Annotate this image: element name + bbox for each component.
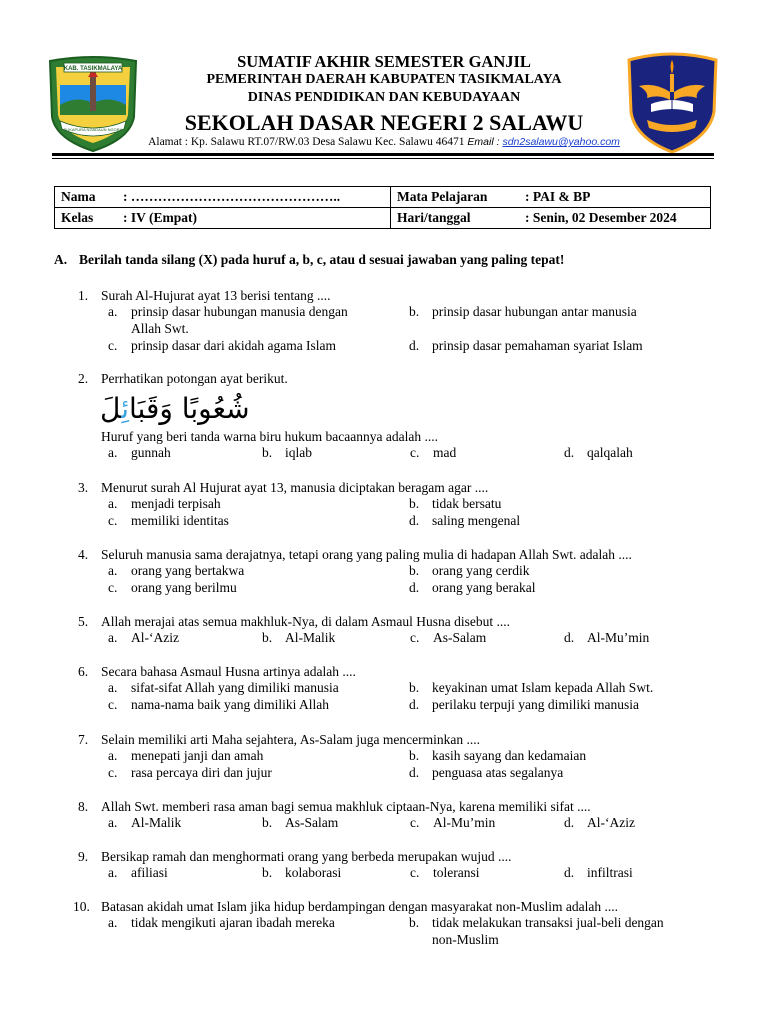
option-letter: a.: [108, 815, 118, 830]
option-text: prinsip dasar dari akidah agama Islam: [131, 338, 337, 353]
option-letter: a.: [108, 563, 118, 578]
name-cell[interactable]: [55, 187, 391, 208]
question-stem-continued: Huruf yang beri tanda warna biru hukum bacaannya adalah ....: [101, 429, 438, 444]
question-stem: Surah Al-Hujurat ayat 13 berisi tentang ....: [101, 288, 331, 303]
option-letter: b.: [409, 496, 420, 511]
option-text: kolaborasi: [285, 865, 342, 880]
question-number: 2.: [78, 371, 89, 386]
option-text: tidak melakukan transaksi jual-beli dengan: [432, 915, 664, 930]
section-instruction-text: Berilah tanda silang (X) pada huruf a, b, c, atau d sesuai jawaban yang paling tepat!: [79, 252, 565, 267]
option-letter: c.: [410, 865, 420, 880]
option-text: mad: [433, 445, 457, 460]
question-number: 8.: [78, 799, 89, 814]
question-stem: Bersikap ramah dan menghormati orang yang berbeda merupakan wujud ....: [101, 849, 512, 864]
option-text: orang yang bertakwa: [131, 563, 245, 578]
option-letter: b.: [409, 748, 420, 763]
class-cell: [55, 208, 391, 229]
question-stem: Allah Swt. memberi rasa aman bagi semua makhluk ciptaan-Nya, karena memiliki sifat ....: [101, 799, 591, 814]
option-text-continued: Allah Swt.: [131, 321, 189, 336]
option-letter: a.: [108, 445, 118, 460]
date-label: Hari/tanggal: [397, 210, 471, 225]
option-text: Al-Malik: [285, 630, 336, 645]
exam-title: SUMATIF AKHIR SEMESTER GANJIL: [237, 52, 531, 71]
option-letter: a.: [108, 304, 118, 319]
option-letter: c.: [410, 815, 420, 830]
section-a-instruction: [54, 252, 564, 268]
question-number: 10.: [73, 899, 90, 914]
date-cell: [391, 208, 711, 229]
option-letter: d.: [564, 865, 575, 880]
option-letter: d.: [409, 765, 420, 780]
email-label: Email :: [467, 136, 503, 148]
option-letter: d.: [409, 513, 420, 528]
option-text: menjadi terpisah: [131, 496, 221, 511]
question-stem: Seluruh manusia sama derajatnya, tetapi orang yang paling mulia di hadapan Allah Swt. adalah ....: [101, 547, 632, 562]
option-text: Al-‘Aziz: [131, 630, 179, 645]
option-letter: a.: [108, 748, 118, 763]
class-label: Kelas: [61, 210, 94, 225]
option-text: Al-‘Aziz: [587, 815, 635, 830]
department-name: DINAS PENDIDIKAN DAN KEBUDAYAAN: [247, 90, 521, 105]
option-letter: d.: [409, 580, 420, 595]
option-letter: c.: [108, 765, 118, 780]
option-text: rasa percaya diri dan jujur: [131, 765, 272, 780]
option-text: As-Salam: [285, 815, 339, 830]
option-text: tidak bersatu: [432, 496, 502, 511]
option-text-continued: non-Muslim: [432, 932, 499, 947]
question-stem: Menurut surah Al Hujurat ayat 13, manusia diciptakan beragam agar ....: [101, 480, 489, 495]
option-text: Al-Malik: [131, 815, 182, 830]
option-letter: a.: [108, 496, 118, 511]
question-number: 5.: [78, 614, 89, 629]
school-address: [0, 136, 768, 148]
option-letter: d.: [564, 815, 575, 830]
svg-text:SUKAPURA NGADAUN NGORA: SUKAPURA NGADAUN NGORA: [63, 127, 123, 132]
option-text: perilaku terpuji yang dimiliki manusia: [432, 697, 639, 712]
option-text: orang yang cerdik: [432, 563, 530, 578]
option-letter: d.: [564, 630, 575, 645]
question-number: 7.: [78, 732, 89, 747]
class-value: : IV (Empat): [123, 210, 197, 225]
option-text: menepati janji dan amah: [131, 748, 264, 763]
header-rule-thick: [52, 153, 714, 156]
option-text: orang yang berakal: [432, 580, 536, 595]
option-text: prinsip dasar hubungan antar manusia: [432, 304, 637, 319]
option-text: penguasa atas segalanya: [432, 765, 564, 780]
name-label: Nama: [61, 189, 96, 204]
option-letter: a.: [108, 915, 118, 930]
section-letter: A.: [54, 252, 68, 267]
option-text: iqlab: [285, 445, 312, 460]
question-number: 6.: [78, 664, 89, 679]
highlighted-letter: ئِ: [121, 392, 130, 425]
school-name: SEKOLAH DASAR NEGERI 2 SALAWU: [184, 110, 584, 135]
option-letter: b.: [409, 680, 420, 695]
question-number: 9.: [78, 849, 89, 864]
subject-label: Mata Pelajaran: [397, 189, 488, 204]
option-letter: b.: [409, 304, 420, 319]
student-identity-table: [54, 186, 711, 229]
option-text: tidak mengikuti ajaran ibadah mereka: [131, 915, 335, 930]
option-letter: d.: [409, 338, 420, 353]
option-letter: c.: [108, 513, 118, 528]
option-letter: b.: [409, 563, 420, 578]
address-text: Alamat : Kp. Salawu RT.07/RW.03 Desa Salawu Kec. Salawu 46471: [148, 136, 468, 148]
option-letter: a.: [108, 865, 118, 880]
question-stem: Perrhatikan potongan ayat berikut.: [101, 371, 288, 386]
option-text: infiltrasi: [587, 865, 633, 880]
option-letter: b.: [262, 815, 273, 830]
option-letter: c.: [108, 338, 118, 353]
svg-text:KAB. TASIKMALAYA: KAB. TASIKMALAYA: [63, 66, 123, 72]
option-letter: b.: [262, 445, 273, 460]
option-text: keyakinan umat Islam kepada Allah Swt.: [432, 680, 654, 695]
option-text: kasih sayang dan kedamaian: [432, 748, 587, 763]
option-letter: c.: [410, 630, 420, 645]
option-letter: b.: [262, 630, 273, 645]
option-letter: c.: [108, 580, 118, 595]
government-name: PEMERINTAH DAERAH KABUPATEN TASIKMALAYA: [206, 72, 562, 87]
subject-value: : PAI & BP: [525, 189, 591, 204]
name-value: : ………………………………………..: [123, 189, 341, 204]
option-text: saling mengenal: [432, 513, 521, 528]
option-text: prinsip dasar hubungan manusia dengan: [131, 304, 348, 319]
option-text: prinsip dasar pemahaman syariat Islam: [432, 338, 643, 353]
option-text: As-Salam: [433, 630, 487, 645]
email-link[interactable]: sdn2salawu@yahoo.com: [502, 136, 620, 148]
question-number: 3.: [78, 480, 89, 495]
option-letter: c.: [108, 697, 118, 712]
option-letter: d.: [409, 697, 420, 712]
option-letter: b.: [262, 865, 273, 880]
question-stem: Batasan akidah umat Islam jika hidup berdampingan dengan masyarakat non-Muslim adalah ....: [101, 899, 618, 914]
question-number: 4.: [78, 547, 89, 562]
option-text: afiliasi: [131, 865, 168, 880]
option-letter: a.: [108, 680, 118, 695]
option-text: nama-nama baik yang dimiliki Allah: [131, 697, 329, 712]
option-letter: b.: [409, 915, 420, 930]
question-number: 1.: [78, 288, 89, 303]
date-value: : Senin, 02 Desember 2024: [525, 210, 677, 225]
subject-cell: [391, 187, 711, 208]
option-text: Al-Mu’min: [587, 630, 650, 645]
option-text: gunnah: [131, 445, 171, 460]
option-text: qalqalah: [587, 445, 633, 460]
quran-verse-fragment: شُعُوبًا وَقَبَائِلَ: [100, 392, 250, 425]
option-letter: d.: [564, 445, 575, 460]
option-text: orang yang berilmu: [131, 580, 237, 595]
option-text: memiliki identitas: [131, 513, 229, 528]
option-text: toleransi: [433, 865, 480, 880]
option-text: Al-Mu’min: [433, 815, 496, 830]
question-stem: Allah merajai atas semua makhluk-Nya, di dalam Asmaul Husna disebut ....: [101, 614, 511, 629]
question-stem: Secara bahasa Asmaul Husna artinya adalah ....: [101, 664, 356, 679]
option-text: sifat-sifat Allah yang dimiliki manusia: [131, 680, 339, 695]
header-rule-thin: [52, 158, 714, 159]
option-letter: c.: [410, 445, 420, 460]
option-letter: a.: [108, 630, 118, 645]
question-stem: Selain memiliki arti Maha sejahtera, As-Salam juga mencerminkan ....: [101, 732, 481, 747]
